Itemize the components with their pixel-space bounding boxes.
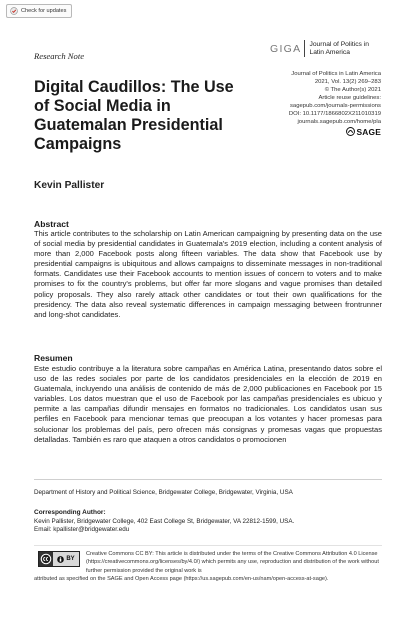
- citation-volume: 2021, Vol. 13(2) 269–283: [314, 79, 381, 85]
- giga-logo: GIGA: [270, 42, 302, 55]
- sage-logo-text: SAGE: [356, 126, 381, 137]
- corresponding-author-address: Kevin Pallister, Bridgewater College, 402 East College St, Bridgewater, VA 22812-1599, USA.: [34, 518, 295, 525]
- footnote-divider: [34, 479, 382, 480]
- license-divider: [34, 545, 382, 546]
- logo-divider: [304, 40, 305, 57]
- abstract-text: This article contributes to the scholarship on Latin American campaigning by presenting data on the use of social media by presidential candidates in Guatemala's 2019 election, including a content analysis of more than 2,000 Facebook posts along fifteen variables. The data show that Facebook use by presidential campaigns is ubiquitous and allows campaigns to disseminate messages in non-traditional formats. Candidates use their Facebook accounts to mention issues of concern to voters and to make promises to fix the country's problems, but offer far more slogans and vague promises than detailed policy proposals. They also rarely attack other candidates or tout their own qualifications for the presidency. The data also reveal systematic differences in campaign messaging between frontrunner and long-shot candidates.: [34, 229, 382, 319]
- corresponding-author-email[interactable]: Email: kpallister@bridgewater.edu: [34, 526, 130, 533]
- update-icon: [10, 7, 18, 15]
- corresponding-author-heading: Corresponding Author:: [34, 509, 106, 516]
- citation-doi[interactable]: DOI: 10.1177/1866802X211010319: [288, 111, 381, 117]
- license-text: Creative Commons CC BY: This article is distributed under the terms of the Creative Commons Attribution 4.0 License (https://creativecommons.org/licenses/by/4.0/) which permits any use, reproduction and distribution of the work without further permission provided the original work is: [86, 551, 379, 574]
- author-name: Kevin Pallister: [34, 180, 105, 191]
- resumen-text: Este estudio contribuye a la literatura sobre campañas en América Latina, presentando datos sobre el uso de las redes sociales por parte de los candidatos presidenciales en la elección de 2019 en Guatemala, incluyendo una análisis de contenido de más de 2,000 publicaciones en Facebook por 15 variables. Los datos muestran que el uso de Facebook por las campañas presidenciales es ubicuo y permite a las campañas difundir mensajes en formatos no tradicionales. Los candidatos usan sus perfiles en Facebook para mencionar temas que preocupan a los votantes y hacer promesas para solucionar los problemas del país, pero ofrecen más consignas y promesas vagas que propuestas detalladas. También es raro que ataquen a otros candidatos o promocionen: [34, 364, 382, 444]
- abstract-heading: Abstract: [34, 219, 69, 229]
- sage-mark-icon: [346, 127, 355, 136]
- citation-journal: Journal of Politics in Latin America: [291, 71, 381, 77]
- sage-logo: [346, 127, 381, 136]
- creative-commons-icon: [39, 552, 53, 566]
- citation-block: [289, 70, 381, 136]
- check-for-updates-button[interactable]: [6, 4, 72, 18]
- check-for-updates-label: Check for updates: [21, 8, 67, 14]
- author-affiliation: Department of History and Political Science, Bridgewater College, Bridgewater, Virginia, USA: [34, 489, 293, 496]
- article-title: Digital Caudillos: The Use of Social Media in Guatemalan Presidential Campaigns: [34, 78, 234, 153]
- journal-name-line1: Journal of Politics in: [309, 40, 369, 48]
- citation-reuse-label: Article reuse guidelines:: [318, 95, 381, 101]
- license-text-continued: attributed as specified on the SAGE and Open Access page (https://us.sagepub.com/en-us/nam/open-access-at-sage).: [34, 576, 329, 582]
- journal-name: [309, 41, 368, 56]
- citation-reuse-link[interactable]: sagepub.com/journals-permissions: [289, 103, 381, 109]
- citation-journal-link[interactable]: journals.sagepub.com/home/pla: [297, 119, 381, 125]
- cc-license-badge[interactable]: [38, 551, 80, 567]
- journal-name-line2: Latin America: [309, 48, 350, 56]
- cc-by-label: BY: [66, 556, 75, 562]
- cc-by-part: [53, 552, 79, 566]
- citation-copyright: © The Author(s) 2021: [324, 87, 381, 93]
- attribution-person-icon: [57, 556, 64, 563]
- resumen-heading: Resumen: [34, 353, 73, 363]
- article-type-label: Research Note: [34, 51, 85, 61]
- journal-logo: [270, 40, 369, 57]
